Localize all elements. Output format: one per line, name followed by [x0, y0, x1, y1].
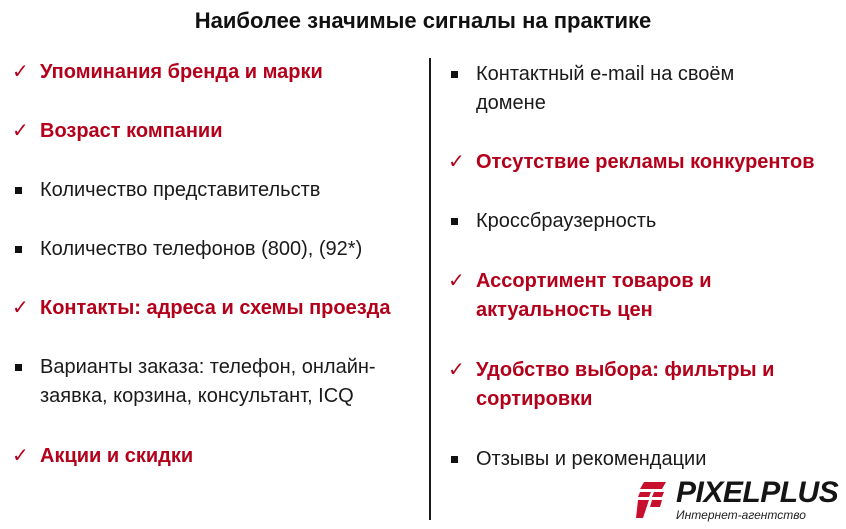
bullet-icon — [12, 176, 40, 205]
list-item: Кроссбраузерность — [448, 207, 828, 236]
check-icon: ✓ — [448, 151, 465, 173]
list-item: Количество телефонов (800), (92*) — [12, 235, 422, 264]
pixelplus-logo — [636, 476, 841, 524]
pixelplus-logo-icon — [636, 480, 670, 520]
check-icon: ✓ — [12, 61, 29, 83]
check-icon: ✓ — [448, 359, 465, 381]
list-item: ✓ Упоминания бренда и марки — [12, 58, 422, 87]
bullet-icon — [12, 353, 40, 382]
check-icon: ✓ — [448, 270, 465, 292]
check-icon: ✓ — [12, 297, 29, 319]
list-item: ✓ Возраст компании — [12, 117, 422, 146]
logo-subtitle: Интернет-агентство — [676, 508, 806, 522]
list-item: ✓ Удобство выбора: фильтры и сортировки — [448, 356, 828, 414]
bullet-icon — [448, 445, 476, 474]
check-icon: ✓ — [12, 445, 29, 467]
list-item: ✓ Ассортимент товаров и актуальность цен — [448, 267, 828, 325]
column-divider — [429, 58, 431, 520]
check-icon: ✓ — [12, 120, 29, 142]
list-item: ✓ Акции и скидки — [12, 442, 422, 471]
list-item: Варианты заказа: телефон, онлайн-заявка, корзина, консультант, ICQ — [12, 353, 412, 411]
list-item: Отзывы и рекомендации — [448, 445, 828, 474]
list-item: Количество представительств — [12, 176, 422, 205]
page-title: Наиболее значимые сигналы на практике — [194, 8, 652, 33]
list-item: Контактный e-mail на своём домене — [448, 60, 828, 118]
list-item: ✓ Контакты: адреса и схемы проезда — [12, 294, 422, 323]
bullet-icon — [448, 60, 476, 89]
list-item: ✓ Отсутствие рекламы конкурентов — [448, 148, 843, 177]
bullet-icon — [448, 207, 476, 236]
logo-name: PIXELPLUS — [676, 476, 839, 509]
bullet-icon — [12, 235, 40, 264]
